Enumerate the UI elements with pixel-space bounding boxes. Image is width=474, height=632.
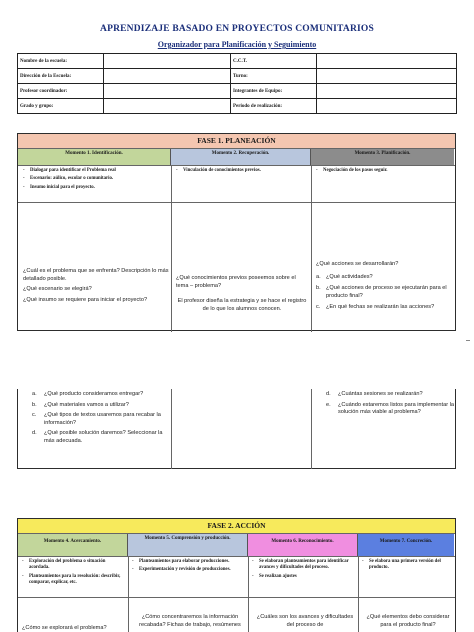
info-value-field[interactable]: [104, 69, 231, 84]
list-item: [316, 304, 452, 312]
info-label: Integrantes de Equipo:: [231, 84, 317, 99]
moment4-activities: [22, 559, 126, 589]
info-label: Turno:: [231, 69, 317, 84]
list-text: ¿Qué actividades?: [326, 273, 373, 280]
question: ¿Qué conocimientos previos poseemos sobre el tema – problema?: [176, 275, 296, 289]
list-item: [32, 430, 168, 445]
list-item: - Se elabora una primera versión del producto.: [362, 559, 452, 572]
list-item: [316, 274, 452, 282]
fase1-continuation: [17, 389, 456, 469]
question: ¿Qué insumo se requiere para iniciar el proyecto?: [23, 296, 148, 303]
fase2-title: FASE 2. ACCIÓN: [18, 519, 455, 533]
info-value-field[interactable]: [104, 84, 231, 99]
info-label: Dirección de la Escuela:: [18, 69, 104, 84]
page-subtitle: Organizador para Planificación y Seguimiento: [157, 40, 317, 49]
info-label: Grado y grupo:: [18, 99, 104, 114]
info-row: [18, 69, 457, 84]
moment2-questions: [176, 275, 308, 316]
list-letter: b.: [32, 401, 37, 408]
moment3-questions: [316, 261, 452, 314]
list-letter: c.: [32, 412, 37, 419]
question: ¿Qué acciones se desarrollarán?: [316, 261, 399, 267]
info-row: [18, 99, 457, 114]
info-label: Periodo de realización:: [231, 99, 317, 114]
moment4-header: Momento 4. Acercamiento.: [18, 534, 128, 556]
list-letter: d.: [326, 391, 331, 397]
list-text: ¿Qué materiales vamos a utilizar?: [44, 401, 129, 408]
info-label: C.C.T.: [231, 54, 317, 69]
moment6-question: ¿Cuáles son los avances y dificultades del proceso de: [256, 614, 354, 628]
list-text: ¿En qué fechas se realizarán las acciones?: [326, 304, 435, 311]
question: ¿Qué escenario se elegirá?: [23, 286, 92, 293]
moment6-header: Momento 6. Reconocimiento.: [248, 534, 358, 556]
list-item: - Vinculación de conocimientos previos.: [176, 168, 308, 174]
info-value-field[interactable]: [104, 54, 231, 69]
moment3-header: Momento 3. Planificación.: [311, 149, 454, 165]
info-value-field[interactable]: [317, 84, 457, 99]
moment4-question: ¿Cómo se explorará el problema?: [22, 625, 107, 631]
list-item: - Se realizan ajustes: [252, 574, 356, 580]
moment7-question: ¿Qué elementos debo considerar para el producto final?: [366, 614, 450, 628]
fase1-table: [17, 133, 456, 331]
fase2-table: [17, 518, 456, 632]
list-item: - Planteamientos para elaborar producciones.: [132, 559, 246, 565]
list-letter: a.: [32, 391, 37, 397]
list-text: ¿Qué tipos de textos usaremos para recabar la información?: [44, 412, 161, 426]
note: El profesor diseña la estrategia y se hace el registro de lo que los alumnos conocen.: [177, 298, 307, 312]
info-value-field[interactable]: [104, 99, 231, 114]
info-row: [18, 84, 457, 99]
list-text: ¿Qué acciones de proceso se ejecutarán para el producto final?: [326, 285, 447, 299]
list-item: [316, 285, 452, 300]
moment7-header: Momento 7. Concreción.: [358, 534, 454, 556]
list-letter: d.: [32, 430, 37, 437]
list-item: - Experimentación y revisión de producciones.: [132, 567, 246, 573]
moment1-questions: [23, 268, 169, 307]
continuation-col3: [326, 391, 454, 419]
list-text: ¿Qué producto consideramos entregar?: [44, 391, 144, 397]
list-item: [32, 391, 168, 399]
list-item: [32, 412, 168, 427]
moment2-activities: [176, 168, 308, 176]
moment1-header: Momento 1. Identificación.: [18, 149, 171, 165]
moment7-activities: [362, 559, 452, 574]
list-text: ¿Cuándo estaremos listos para implementar la solución más viable al problema?: [338, 401, 454, 416]
question: ¿Cuál es el problema que se enfrenta? Descripción lo más detallado posible.: [23, 268, 169, 282]
list-item: [326, 391, 454, 399]
list-letter: b.: [316, 285, 321, 292]
list-item: [32, 402, 168, 410]
info-value-field[interactable]: [317, 54, 457, 69]
list-text: ¿Cuántas sesiones se realizarán?: [338, 391, 423, 397]
list-item: - Se elaboran planteamientos para identificar avances y dificultades del proceso.: [252, 559, 356, 572]
moment5-question: ¿Cómo concentraremos la información recabada? Fichas de trabajo, resúmenes: [139, 614, 241, 628]
list-item: - Insumo inicial para el proyecto.: [23, 185, 168, 191]
list-text: ¿Qué posible solución daremos? Seleccionar la más adecuada.: [44, 430, 163, 444]
page-edge-mark: [466, 340, 470, 341]
info-value-field[interactable]: [317, 99, 457, 114]
info-label: Profesor coordinador:: [18, 84, 104, 99]
moment2-header: Momento 2. Recuperación.: [171, 149, 311, 165]
moment5-activities: [132, 559, 246, 576]
list-item: - Exploración del problema o situación acordada.: [22, 559, 126, 572]
info-label: Nombre de la escuela:: [18, 54, 104, 69]
moment3-activities: [316, 168, 451, 176]
list-letter: a.: [316, 273, 321, 280]
fase1-title: FASE 1. PLANEACIÓN: [18, 134, 455, 148]
moment6-activities: [252, 559, 356, 582]
school-info-table: [17, 53, 457, 114]
list-item: - Escenario: aúlico, escolar o comunitario.: [23, 176, 168, 182]
continuation-col1: [32, 391, 168, 447]
list-item: [326, 402, 454, 417]
list-item: - Dialogar para identificar el Problema real: [23, 168, 168, 174]
moment5-header: Momento 5. Comprensión y producción.: [128, 534, 248, 556]
info-row: [18, 54, 457, 69]
moment1-activities: [23, 168, 168, 193]
page-title: APRENDIZAJE BASADO EN PROYECTOS COMUNITARIOS: [100, 24, 374, 34]
list-item: - Planteamientos para la resolución: describir, comparar, explicar, etc.: [22, 574, 126, 587]
list-letter: e.: [326, 401, 331, 408]
list-letter: c.: [316, 304, 321, 311]
list-item: - Negociación de los pasos seguir.: [316, 168, 451, 174]
info-value-field[interactable]: [317, 69, 457, 84]
